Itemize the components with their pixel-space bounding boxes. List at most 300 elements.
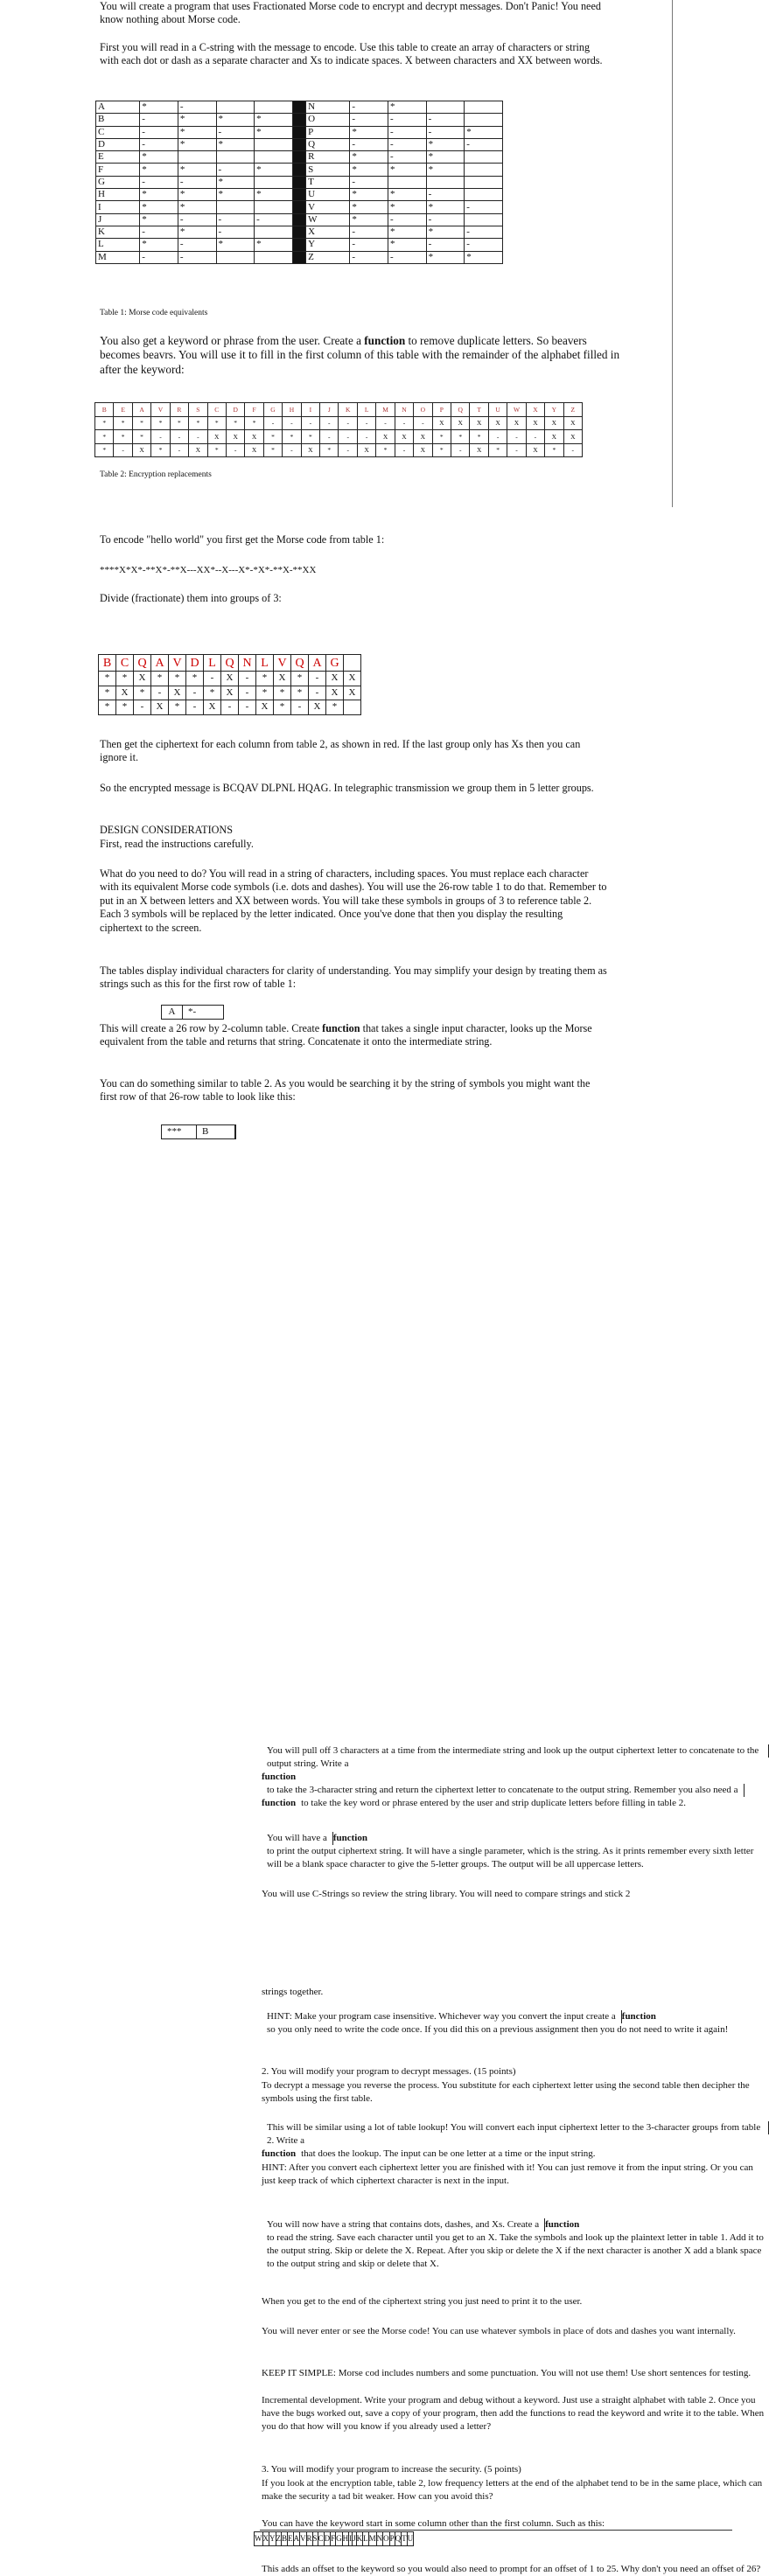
symbol-cell: * bbox=[95, 416, 114, 430]
keyword-paragraph bbox=[100, 334, 625, 377]
symbol-cell: X bbox=[395, 430, 413, 444]
cipher-letter-cell: I bbox=[301, 403, 319, 417]
symbol-cell: - bbox=[376, 416, 395, 430]
symbol-cell: * bbox=[140, 101, 178, 114]
strings-together: strings together. bbox=[262, 1987, 324, 1997]
symbol-cell: - bbox=[291, 700, 309, 715]
cipher-letter-cell: L bbox=[357, 403, 375, 417]
cipher-letter-cell: U bbox=[488, 403, 507, 417]
hint-text-a: HINT: Make your program case insensitive. Whichever way you convert the input create a bbox=[262, 2010, 622, 2023]
cstrings-paragraph: You will use C-Strings so review the string library. You will need to compare strings and stick 2 bbox=[262, 1889, 631, 1899]
symbol-cell: - bbox=[216, 213, 255, 226]
cipher-letter-cell: V bbox=[169, 655, 186, 672]
symbol-cell: - bbox=[350, 239, 388, 251]
table-row bbox=[96, 114, 503, 126]
symbol-cell: - bbox=[414, 416, 432, 430]
symbol-cell: - bbox=[465, 226, 503, 238]
symbol-cell: * bbox=[350, 201, 388, 213]
never-paragraph: You will never enter or see the Morse code! You can use whatever symbols in place of dots and dashes you want internally. bbox=[262, 2326, 736, 2336]
symbol-cell: - bbox=[465, 201, 503, 213]
table1-caption: Table 1: Morse code equivalents bbox=[100, 309, 208, 317]
keep-simple: KEEP IT SIMPLE: Morse cod includes numbers and some punctuation. You will not use them! Use short sentences for testing. bbox=[262, 2368, 752, 2378]
symbol-cell: * bbox=[178, 164, 216, 176]
symbol-cell: X bbox=[256, 700, 274, 715]
symbol-cell: * bbox=[465, 251, 503, 263]
symbol-cell: - bbox=[170, 430, 188, 444]
symbol-cell: - bbox=[204, 672, 221, 686]
cipher-letter-cell: J bbox=[353, 2532, 357, 2546]
symbol-cell: * bbox=[426, 226, 465, 238]
cipher-letter-cell: H bbox=[283, 403, 301, 417]
symbol-cell: * bbox=[256, 672, 274, 686]
symbol-cell: - bbox=[350, 251, 388, 263]
divider-cell bbox=[292, 126, 305, 138]
table-row bbox=[96, 138, 503, 150]
divider-cell bbox=[292, 189, 305, 201]
letter-cell: D bbox=[96, 138, 140, 150]
design-heading: DESIGN CONSIDERATIONS bbox=[100, 824, 234, 836]
letter-cell: W bbox=[306, 213, 350, 226]
symbol-cell bbox=[255, 226, 293, 238]
symbol-cell: - bbox=[140, 226, 178, 238]
symbol-cell: - bbox=[309, 672, 326, 686]
divider-cell bbox=[292, 101, 305, 114]
symbol-cell: - bbox=[178, 251, 216, 263]
letter-cell: V bbox=[306, 201, 350, 213]
symbol-cell: * bbox=[132, 416, 150, 430]
symbol-cell: * bbox=[151, 672, 169, 686]
symbol-cell: * bbox=[170, 416, 188, 430]
cipher-letter-cell: D bbox=[226, 403, 244, 417]
symbol-cell: * bbox=[388, 226, 426, 238]
cipher-letter-cell: Q bbox=[451, 403, 470, 417]
letter-cell: N bbox=[306, 101, 350, 114]
symbol-cell: X bbox=[488, 416, 507, 430]
symbol-cell: - bbox=[140, 138, 178, 150]
table-row bbox=[96, 164, 503, 176]
symbol-cell bbox=[216, 201, 255, 213]
symbol-cell: * bbox=[488, 443, 507, 457]
table-row bbox=[99, 700, 361, 715]
symbol-cell: * bbox=[465, 126, 503, 138]
symbol-cell: X bbox=[545, 430, 563, 444]
symbol-cell: * bbox=[178, 126, 216, 138]
symbol-cell: X bbox=[414, 443, 432, 457]
table1-string-example bbox=[161, 1005, 224, 1020]
symbol-cell: - bbox=[426, 239, 465, 251]
groups-table bbox=[98, 654, 361, 715]
symbol-cell bbox=[216, 151, 255, 164]
symbol-cell: - bbox=[395, 443, 413, 457]
symbol-cell: * bbox=[140, 201, 178, 213]
table-row bbox=[96, 226, 503, 238]
decrypt-body: To decrypt a message you reverse the process. You substitute for each ciphertext letter using the second table then decipher the symbols using the first table. bbox=[262, 2080, 750, 2104]
table-row bbox=[95, 430, 583, 444]
extra-cell: X bbox=[344, 672, 361, 686]
symbol-cell: * bbox=[140, 164, 178, 176]
cipher-letter-cell: T bbox=[470, 403, 488, 417]
symbol-cell: * bbox=[350, 213, 388, 226]
create-text-a: This will create a 26 row by 2-column table. Create bbox=[100, 1022, 323, 1034]
cipher-letter-cell: A bbox=[293, 2532, 300, 2546]
cipher-letter-cell: D bbox=[324, 2532, 331, 2546]
print-text-a: You will have a bbox=[262, 1832, 333, 1845]
symbol-cell: X bbox=[221, 672, 239, 686]
symbol-cell: * bbox=[245, 416, 263, 430]
divider-cell bbox=[292, 251, 305, 263]
create-bold: function bbox=[322, 1022, 360, 1034]
symbol-cell: * bbox=[216, 114, 255, 126]
symbol-cell: X bbox=[134, 672, 151, 686]
symbol-cell: X bbox=[116, 686, 134, 700]
cipher-letter-cell: Z bbox=[276, 2532, 282, 2546]
lookup-text-b: that does the lookup. The input can be one letter at a time or the input string. bbox=[301, 2148, 596, 2159]
table-row bbox=[96, 251, 503, 263]
cipher-letter-cell: B bbox=[99, 655, 116, 672]
letter-cell: P bbox=[306, 126, 350, 138]
symbol-cell: - bbox=[395, 416, 413, 430]
symbol-cell: - bbox=[178, 239, 216, 251]
symbol-cell: - bbox=[388, 151, 426, 164]
table-row bbox=[96, 101, 503, 114]
symbol-cell: - bbox=[151, 686, 169, 700]
symbol-cell: * bbox=[388, 239, 426, 251]
symbol-cell: - bbox=[170, 443, 188, 457]
encryption-table bbox=[94, 402, 583, 457]
underline-rule bbox=[260, 2530, 732, 2531]
symbol-cell bbox=[426, 176, 465, 188]
security-body: If you look at the encryption table, table 2, low frequency letters at the end of the alphabet tend to be in the same place, which can make the security a tad bit weaker. How can you avoid this? bbox=[262, 2478, 763, 2502]
create-paragraph bbox=[100, 1022, 607, 1049]
hint-text-b: so you only need to write the code once. If you did this on a previous assignment then you do not need to write it again! bbox=[267, 2024, 729, 2035]
symbol-cell: - bbox=[465, 239, 503, 251]
symbol-cell: * bbox=[350, 189, 388, 201]
cipher-letter-cell: P bbox=[389, 2532, 395, 2546]
symbol-cell: * bbox=[140, 213, 178, 226]
keyword-text-b: to remove duplicate letters. So beavers becomes beavrs. You will use it to fill in the first column of this table with the remainder of the alphabet filled in after the keyword: bbox=[100, 334, 620, 376]
symbol-cell: * bbox=[186, 672, 204, 686]
symbol-cell: - bbox=[507, 430, 526, 444]
page-1 bbox=[0, 0, 675, 507]
symbol-cell: X bbox=[169, 686, 186, 700]
extra-cell bbox=[344, 700, 361, 715]
symbol-cell: * bbox=[388, 189, 426, 201]
symbol-cell: * bbox=[151, 443, 170, 457]
symbol-cell: - bbox=[226, 443, 244, 457]
morse-string: ****X*X*-**X*-**X---XX*--X---X*-*X*-**X-**XX bbox=[100, 565, 317, 575]
lookup-text-a: This will be similar using a lot of table lookup! You will convert each input ciphertext letter to the 3-character groups from table 2. Write a bbox=[262, 2121, 769, 2134]
symbol-cell: - bbox=[186, 686, 204, 700]
letter-cell: T bbox=[306, 176, 350, 188]
cipher-letter-cell: Q bbox=[291, 655, 309, 672]
keyword-start-line: You can have the keyword start in some column other than the first column. Such as this: bbox=[262, 2518, 605, 2529]
offset-paragraph: This adds an offset to the keyword so you would also need to prompt for an offset of 1 to 25. Why don't you need an offset of 26? bbox=[262, 2564, 761, 2574]
cipher-letter-cell: D bbox=[186, 655, 204, 672]
create-text-b: that takes a single input character, looks up the Morse equivalent from the table and returns that string. Concatenate it onto the intermediate string. bbox=[100, 1022, 592, 1048]
symbol-cell: * bbox=[178, 189, 216, 201]
symbol-cell: X bbox=[376, 430, 395, 444]
symbol-cell: - bbox=[216, 164, 255, 176]
cipher-letter-cell: G bbox=[263, 403, 282, 417]
letter-cell: U bbox=[306, 189, 350, 201]
keyword-bold: function bbox=[364, 334, 406, 347]
symbol-cell: * bbox=[207, 443, 226, 457]
symbol-cell: * bbox=[178, 138, 216, 150]
symbol-cell: - bbox=[216, 226, 255, 238]
box-a-letter: A bbox=[162, 1006, 183, 1019]
cipher-letter-cell: V bbox=[151, 403, 170, 417]
symbol-cell: * bbox=[95, 443, 114, 457]
lookup-paragraph bbox=[262, 2121, 769, 2161]
read-paragraph: First you will read in a C-string with the message to encode. Use this table to create an array of characters or string with each dot or dash as a separate character and Xs to indicate spaces. X between characters and XX between words. bbox=[100, 41, 603, 67]
symbol-cell: * bbox=[263, 443, 282, 457]
page-gap bbox=[0, 507, 675, 523]
page-2 bbox=[0, 523, 765, 2574]
table-row bbox=[96, 151, 503, 164]
cipher-letter-cell: L bbox=[256, 655, 274, 672]
cipher-letter-cell: P bbox=[432, 403, 451, 417]
symbol-cell: * bbox=[255, 114, 293, 126]
hint2-paragraph: HINT: After you convert each ciphertext letter you are finished with it! You can just remove it from the input string. Or you can just keep track of which ciphertext character is next in the input. bbox=[262, 2162, 753, 2186]
symbol-cell: * bbox=[178, 114, 216, 126]
cipher-letter-cell: E bbox=[114, 403, 132, 417]
cipher-letter-cell: Q bbox=[395, 2532, 402, 2546]
symbol-cell bbox=[465, 151, 503, 164]
cipher-letter-cell: S bbox=[312, 2532, 318, 2546]
cipher-letter-cell: X bbox=[262, 2532, 269, 2546]
encode-intro: To encode "hello world" you first get the Morse code from table 1: bbox=[100, 533, 385, 546]
symbol-cell: * bbox=[99, 672, 116, 686]
cipher-letter-cell: E bbox=[288, 2532, 294, 2546]
table-row bbox=[96, 201, 503, 213]
symbol-cell: * bbox=[216, 189, 255, 201]
divider-cell bbox=[292, 213, 305, 226]
symbol-cell: * bbox=[283, 430, 301, 444]
symbol-cell bbox=[465, 176, 503, 188]
cipher-letter-cell: N bbox=[395, 403, 413, 417]
now-text-b: to read the string. Save each character until you get to an X. Take the symbols and look up the plaintext letter in table 1. Add it to the output string. Skip or delete the X. Repeat. After you skip or delete the X if the next character is another X add a blank space to the output string and skip or delete that X. bbox=[267, 2232, 764, 2269]
letter-cell: E bbox=[96, 151, 140, 164]
symbol-cell bbox=[465, 114, 503, 126]
cipher-letter-cell: K bbox=[339, 403, 357, 417]
letter-cell: X bbox=[306, 226, 350, 238]
symbol-cell: * bbox=[189, 416, 207, 430]
table-row bbox=[96, 189, 503, 201]
symbol-cell: X bbox=[451, 416, 470, 430]
cipher-letter-cell: T bbox=[402, 2532, 408, 2546]
symbol-cell: - bbox=[426, 126, 465, 138]
box-b-letter: B bbox=[197, 1125, 235, 1138]
symbol-cell: X bbox=[204, 700, 221, 715]
cipher-letter-cell: Y bbox=[269, 2532, 276, 2546]
symbol-cell: - bbox=[309, 686, 326, 700]
offset-table bbox=[254, 2531, 414, 2546]
symbol-cell: * bbox=[388, 164, 426, 176]
cipher-letter-cell: C bbox=[207, 403, 226, 417]
symbol-cell: - bbox=[350, 226, 388, 238]
symbol-cell bbox=[255, 251, 293, 263]
cipher-letter-cell: Q bbox=[134, 655, 151, 672]
symbol-cell: * bbox=[140, 151, 178, 164]
symbol-cell: X bbox=[207, 430, 226, 444]
symbol-cell: * bbox=[204, 686, 221, 700]
divider-cell bbox=[292, 226, 305, 238]
table-row bbox=[96, 213, 503, 226]
symbol-cell bbox=[255, 101, 293, 114]
cipher-letter-cell: C bbox=[318, 2532, 324, 2546]
cipher-letter-cell: A bbox=[151, 655, 169, 672]
symbol-cell: * bbox=[451, 430, 470, 444]
symbol-cell: * bbox=[207, 416, 226, 430]
symbol-cell: X bbox=[189, 443, 207, 457]
symbol-cell: - bbox=[426, 189, 465, 201]
extra-cell: X bbox=[344, 686, 361, 700]
symbol-cell: X bbox=[221, 686, 239, 700]
print-bold: function bbox=[332, 1833, 367, 1843]
symbol-cell: X bbox=[326, 686, 344, 700]
letter-cell: C bbox=[96, 126, 140, 138]
now-bold: function bbox=[545, 2219, 580, 2230]
symbol-cell bbox=[465, 101, 503, 114]
symbol-cell: * bbox=[134, 686, 151, 700]
security-heading: 3. You will modify your program to increase the security. (5 points) bbox=[262, 2464, 521, 2475]
cipher-letter-cell: A bbox=[132, 403, 150, 417]
symbol-cell: X bbox=[132, 443, 150, 457]
symbol-cell: - bbox=[563, 443, 582, 457]
pull-bold-b: function bbox=[262, 1798, 297, 1808]
symbol-cell: * bbox=[255, 239, 293, 251]
table-row bbox=[95, 416, 583, 430]
cipher-letter-cell: O bbox=[383, 2532, 390, 2546]
cipher-letter-cell: Q bbox=[221, 655, 239, 672]
cipher-letter-cell: G bbox=[336, 2532, 343, 2546]
symbol-cell: X bbox=[470, 443, 488, 457]
box-a-code: *- bbox=[188, 1006, 197, 1017]
symbol-cell: * bbox=[263, 430, 282, 444]
letter-cell: M bbox=[96, 251, 140, 263]
symbol-cell: - bbox=[239, 686, 256, 700]
intro-paragraph: You will create a program that uses Fractionated Morse code to encrypt and decrypt messages. Don't Panic! You need know nothing about Morse code. bbox=[100, 0, 601, 26]
symbol-cell bbox=[465, 164, 503, 176]
pull-text-b: to take the 3-character string and return the ciphertext letter to concatenate to the output string. Remember you also need a bbox=[262, 1784, 745, 1797]
symbol-cell: * bbox=[426, 251, 465, 263]
cipher-letter-cell: H bbox=[342, 2532, 349, 2546]
symbol-cell: X bbox=[309, 700, 326, 715]
symbol-cell: * bbox=[255, 126, 293, 138]
symbol-cell: * bbox=[320, 443, 339, 457]
symbol-cell: * bbox=[326, 700, 344, 715]
symbol-cell: * bbox=[178, 226, 216, 238]
cipher-letter-cell: K bbox=[356, 2532, 363, 2546]
symbol-cell: * bbox=[226, 416, 244, 430]
cipher-letter-cell: F bbox=[331, 2532, 336, 2546]
symbol-cell: * bbox=[140, 239, 178, 251]
symbol-cell: - bbox=[221, 700, 239, 715]
symbol-cell: X bbox=[245, 443, 263, 457]
hint-bold: function bbox=[621, 2011, 656, 2022]
symbol-cell: X bbox=[301, 443, 319, 457]
symbol-cell: - bbox=[140, 176, 178, 188]
symbol-cell bbox=[426, 101, 465, 114]
symbol-cell: - bbox=[140, 126, 178, 138]
symbol-cell bbox=[216, 251, 255, 263]
symbol-cell: - bbox=[357, 430, 375, 444]
table-row bbox=[95, 403, 583, 417]
symbol-cell: - bbox=[178, 176, 216, 188]
table-row bbox=[99, 655, 361, 672]
symbol-cell: - bbox=[388, 213, 426, 226]
symbol-cell: * bbox=[151, 416, 170, 430]
table-row bbox=[96, 176, 503, 188]
cipher-letter-cell: W bbox=[255, 2532, 263, 2546]
symbol-cell: - bbox=[426, 114, 465, 126]
symbol-cell: * bbox=[426, 164, 465, 176]
symbol-cell: - bbox=[426, 213, 465, 226]
symbol-cell: - bbox=[339, 430, 357, 444]
symbol-cell bbox=[255, 151, 293, 164]
symbol-cell: * bbox=[140, 189, 178, 201]
divider-cell bbox=[292, 239, 305, 251]
cipher-letter-cell: N bbox=[239, 655, 256, 672]
tables-paragraph: The tables display individual characters for clarity of understanding. You may simplify your design by treating them as strings such as this for the first row of table 1: bbox=[100, 964, 607, 991]
encrypted-paragraph: So the encrypted message is BCQAV DLPNL HQAG. In telegraphic transmission we group them in 5 letter groups. bbox=[100, 782, 594, 794]
lookup-bold: function bbox=[262, 2148, 297, 2159]
cipher-letter-cell: G bbox=[326, 655, 344, 672]
cipher-letter-cell: V bbox=[274, 655, 291, 672]
extra-cell bbox=[344, 655, 361, 672]
symbol-cell: X bbox=[245, 430, 263, 444]
symbol-cell: - bbox=[134, 700, 151, 715]
symbol-cell: X bbox=[563, 430, 582, 444]
symbol-cell: X bbox=[526, 443, 544, 457]
symbol-cell: X bbox=[274, 672, 291, 686]
cipher-letter-cell: L bbox=[204, 655, 221, 672]
symbol-cell: - bbox=[388, 114, 426, 126]
divider-cell bbox=[292, 176, 305, 188]
symbol-cell: - bbox=[186, 700, 204, 715]
cipher-letter-cell: W bbox=[507, 403, 526, 417]
symbol-cell bbox=[465, 213, 503, 226]
symbol-cell: - bbox=[239, 700, 256, 715]
cipher-letter-cell: Y bbox=[545, 403, 563, 417]
symbol-cell: * bbox=[426, 151, 465, 164]
table-row bbox=[99, 686, 361, 700]
end-paragraph: When you get to the end of the ciphertext string you just need to print it to the user. bbox=[262, 2296, 583, 2307]
pull-text-a: You will pull off 3 characters at a time from the intermediate string and look up the output ciphertext letter to concatenate to the output string. Write a bbox=[262, 1744, 769, 1758]
symbol-cell: * bbox=[291, 672, 309, 686]
print-text-b: to print the output ciphertext string. It will have a single parameter, which is the string. As it prints remember every sixth letter will be a blank space character to give the 5-letter groups. The output will be all uppercase letters. bbox=[267, 1846, 754, 1869]
divider-cell bbox=[292, 138, 305, 150]
symbol-cell: - bbox=[189, 430, 207, 444]
symbol-cell: - bbox=[350, 101, 388, 114]
cipher-letter-cell: C bbox=[116, 655, 134, 672]
cipher-letter-cell: J bbox=[320, 403, 339, 417]
symbol-cell: - bbox=[350, 176, 388, 188]
symbol-cell: - bbox=[320, 416, 339, 430]
symbol-cell: - bbox=[255, 213, 293, 226]
symbol-cell bbox=[255, 176, 293, 188]
symbol-cell: * bbox=[95, 430, 114, 444]
symbol-cell: * bbox=[376, 443, 395, 457]
symbol-cell: * bbox=[114, 430, 132, 444]
cipher-letter-cell: B bbox=[282, 2532, 288, 2546]
symbol-cell: * bbox=[256, 686, 274, 700]
letter-cell: S bbox=[306, 164, 350, 176]
symbol-cell: - bbox=[140, 251, 178, 263]
table-row bbox=[255, 2532, 414, 2546]
symbol-cell: * bbox=[216, 239, 255, 251]
symbol-cell: - bbox=[488, 430, 507, 444]
